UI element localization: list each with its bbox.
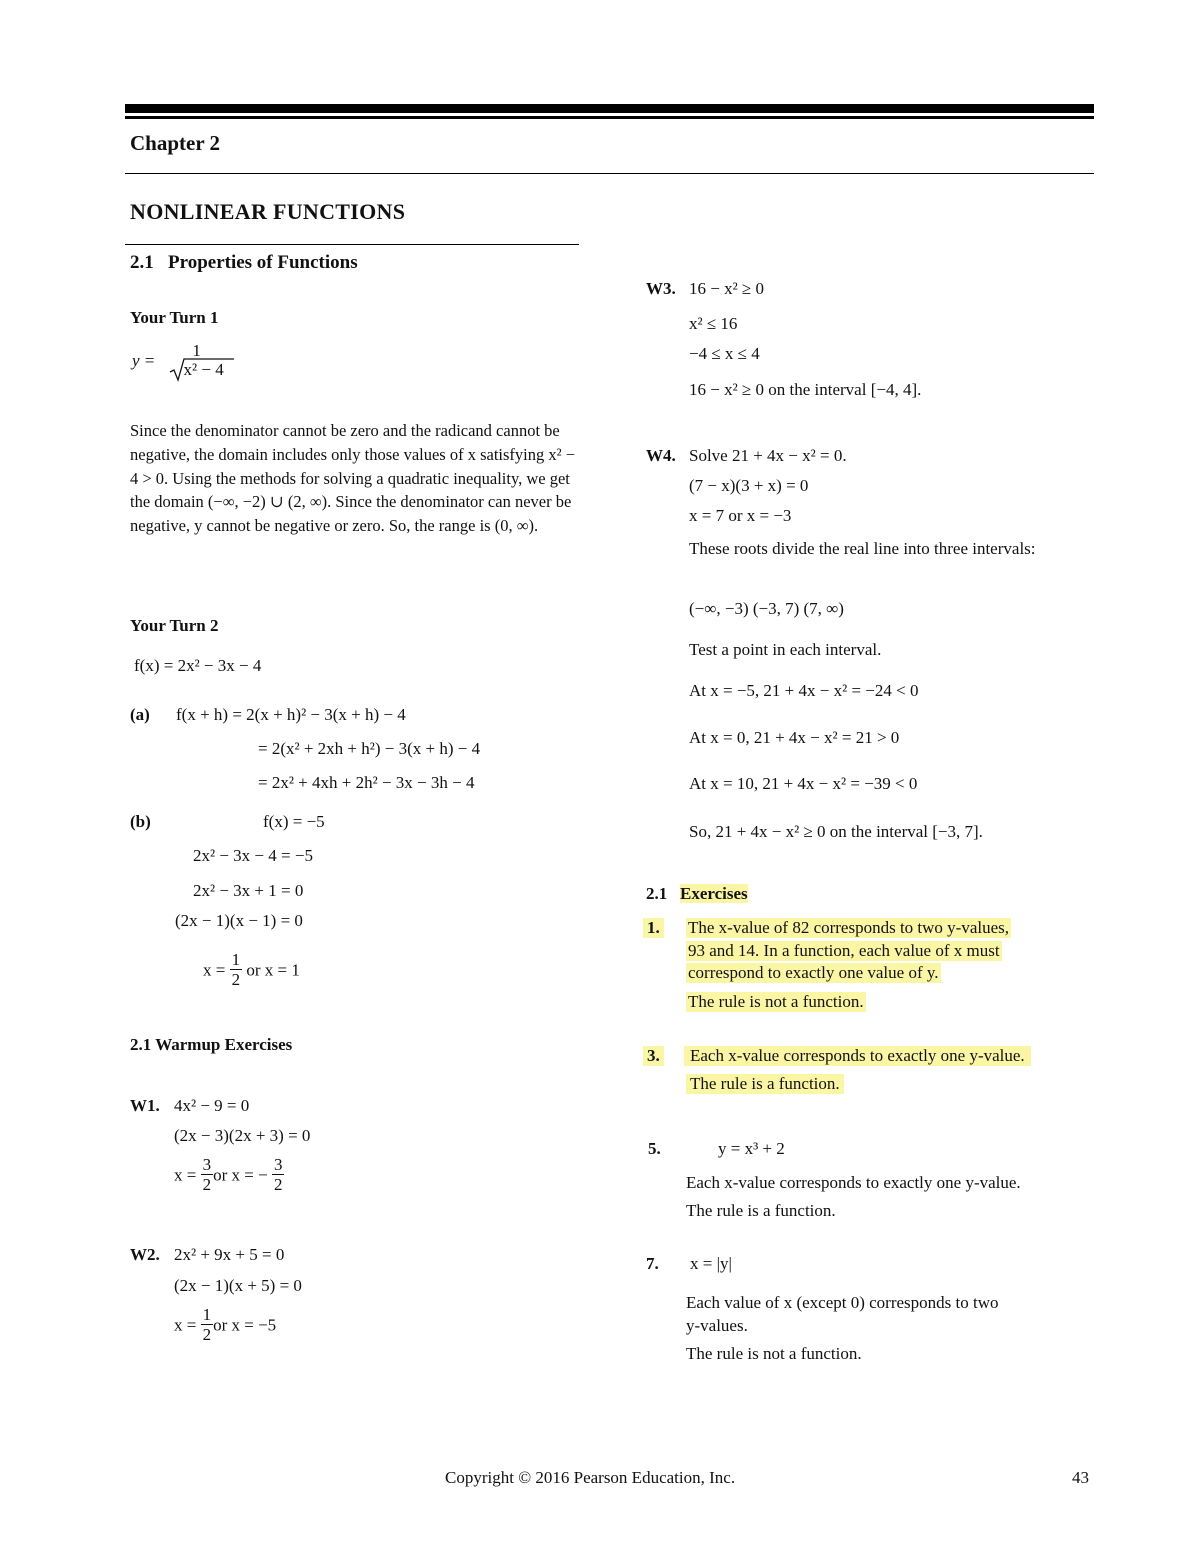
w4-test-2: At x = 0, 21 + 4x − x² = 21 > 0 bbox=[689, 728, 900, 747]
w1-line-2: (2x − 3)(2x + 3) = 0 bbox=[174, 1126, 311, 1145]
part-a-line-1: f(x + h) = 2(x + h)² − 3(x + h) − 4 bbox=[176, 705, 406, 724]
exercise-7-equation: x = |y| bbox=[690, 1254, 732, 1273]
section-heading bbox=[130, 252, 358, 274]
your-turn-1-paragraph: Since the denominator cannot be zero and the radicand cannot be negative, the domain includes only those values of x satisfying x² − 4 > 0. Using the methods for solving a quadratic inequality, we get the domain (−∞, −2) ∪ (2, ∞). Since the denominator can never be negative, y cannot be negative or zero. So, the range is (0, ∞). bbox=[130, 421, 576, 536]
copyright: Copyright © 2016 Pearson Education, Inc. bbox=[445, 1468, 736, 1487]
part-a-line-3: = 2x² + 4xh + 2h² − 3x − 3h − 4 bbox=[258, 773, 475, 792]
chapter-label: Chapter 2 bbox=[130, 131, 221, 155]
w1-line-1: 4x² − 9 = 0 bbox=[174, 1096, 250, 1115]
w1-fraction-2: $\frac{3}{2}$ bbox=[273, 1155, 283, 1194]
w4-line-6: Test a point in each interval. bbox=[689, 640, 882, 659]
w4-label: W4. bbox=[646, 446, 676, 465]
exercise-3-label: 3. bbox=[643, 1046, 664, 1066]
part-b-label: (b) bbox=[130, 812, 151, 831]
page-number: 43 bbox=[1072, 1468, 1089, 1487]
part-b-line-2: 2x² − 3x − 4 = −5 bbox=[193, 846, 313, 865]
w3-label: W3. bbox=[646, 279, 676, 298]
w3-line-4: 16 − x² ≥ 0 on the interval [−4, 4]. bbox=[689, 380, 922, 399]
w2-solution: x = $\frac{1}{2}$ or x = −5 bbox=[174, 1305, 277, 1344]
w4-line-3: x = 7 or x = −3 bbox=[689, 506, 792, 525]
section-number: 2.1 bbox=[130, 252, 154, 273]
w2-fraction: $\frac{1}{2}$ bbox=[202, 1305, 212, 1344]
eq-denominator: x² − 4 bbox=[168, 360, 226, 380]
w4-intervals: (−∞, −3) (−3, 7) (7, ∞) bbox=[689, 599, 844, 618]
w3-line-2: x² ≤ 16 bbox=[689, 314, 738, 333]
w2-line-2: (2x − 1)(x + 5) = 0 bbox=[174, 1276, 302, 1295]
eq-numerator: 1 bbox=[192, 341, 201, 360]
part-b-line-4: (2x − 1)(x − 1) = 0 bbox=[175, 911, 303, 930]
exercise-3-conclusion: The rule is a function. bbox=[686, 1074, 844, 1094]
warmup-heading: 2.1 Warmup Exercises bbox=[130, 1035, 293, 1054]
part-b-line-1: f(x) = −5 bbox=[263, 812, 325, 831]
w1-fraction-1: $\frac{3}{2}$ bbox=[202, 1155, 212, 1194]
exercise-5-conclusion: The rule is a function. bbox=[686, 1201, 836, 1220]
w1-label: W1. bbox=[130, 1096, 160, 1115]
your-turn-1-label: Your Turn 1 bbox=[130, 308, 219, 327]
w3-line-3: −4 ≤ x ≤ 4 bbox=[689, 344, 760, 363]
exercise-1-conclusion: The rule is not a function. bbox=[688, 992, 864, 1011]
your-turn-1-equation bbox=[132, 342, 226, 380]
exercise-5-label: 5. bbox=[648, 1139, 661, 1158]
w2-label: W2. bbox=[130, 1245, 160, 1264]
w4-line-4: These roots divide the real line into three intervals: bbox=[689, 539, 1036, 558]
w4-conclusion: So, 21 + 4x − x² ≥ 0 on the interval [−3, 7]. bbox=[689, 822, 983, 841]
exercise-7-line-1: Each value of x (except 0) corresponds to two bbox=[686, 1293, 999, 1312]
w1-solution: x = $\frac{3}{2}$ or x = − $\frac{3}{2}$ bbox=[174, 1155, 283, 1194]
part-b-fraction: $\frac{1}{2}$ bbox=[231, 950, 241, 989]
exercise-7-line-2: y-values. bbox=[686, 1316, 748, 1335]
part-a-line-2: = 2(x² + 2xh + h²) − 3(x + h) − 4 bbox=[258, 739, 481, 758]
exercise-5-equation: y = x³ + 2 bbox=[718, 1139, 785, 1158]
w4-line-1: Solve 21 + 4x − x² = 0. bbox=[689, 446, 847, 465]
eq-lhs: y = bbox=[132, 351, 156, 370]
exercise-1-label: 1. bbox=[643, 918, 664, 938]
exercise-7-label: 7. bbox=[646, 1254, 659, 1273]
w2-line-1: 2x² + 9x + 5 = 0 bbox=[174, 1245, 285, 1264]
exercise-1-line-1: The x-value of 82 corresponds to two y-values, bbox=[688, 918, 1010, 937]
part-a-label: (a) bbox=[130, 705, 150, 724]
w3-line-1: 16 − x² ≥ 0 bbox=[689, 279, 765, 298]
your-turn-2-label: Your Turn 2 bbox=[130, 616, 219, 635]
header-thick-rule bbox=[125, 104, 1094, 113]
w4-test-3: At x = 10, 21 + 4x − x² = −39 < 0 bbox=[689, 774, 918, 793]
exercise-7-conclusion: The rule is not a function. bbox=[686, 1344, 862, 1363]
exercise-1-line-2: 93 and 14. In a function, each value of x must bbox=[688, 941, 1000, 960]
part-b-line-3: 2x² − 3x + 1 = 0 bbox=[193, 881, 304, 900]
w4-line-2: (7 − x)(3 + x) = 0 bbox=[689, 476, 809, 495]
exercise-5-line: Each x-value corresponds to exactly one y-value. bbox=[686, 1173, 1021, 1192]
w4-test-1: At x = −5, 21 + 4x − x² = −24 < 0 bbox=[689, 681, 919, 700]
section-title: Properties of Functions bbox=[168, 252, 358, 273]
exercises-heading: 2.1 Exercises bbox=[646, 884, 748, 903]
exercise-3-line: Each x-value corresponds to exactly one y-value. bbox=[684, 1046, 1031, 1066]
eq-fraction bbox=[168, 342, 226, 380]
chapter-title: NONLINEAR FUNCTIONS bbox=[130, 199, 406, 224]
chapter-rule bbox=[125, 173, 1094, 174]
exercise-1-line-3: correspond to exactly one value of y. bbox=[688, 963, 939, 982]
f-definition: f(x) = 2x² − 3x − 4 bbox=[134, 656, 262, 675]
header-thin-rule bbox=[125, 116, 1094, 119]
part-b-solution: x = $\frac{1}{2}$ or x = 1 bbox=[203, 950, 300, 989]
section-rule bbox=[125, 244, 579, 245]
